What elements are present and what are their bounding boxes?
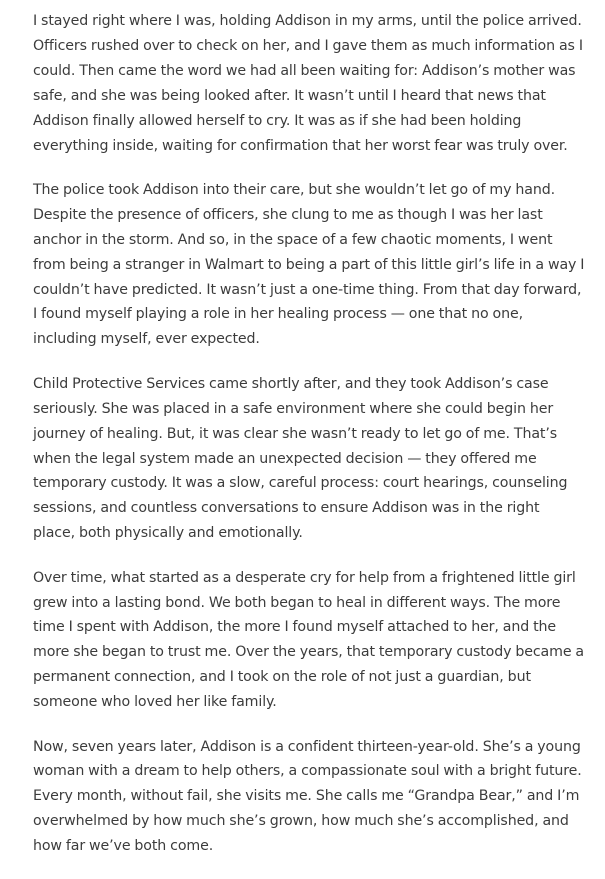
- paragraph-seven-years-later: Now, seven years later, Addison is a confident thirteen-year-old. She’s a young woman with a dream to help others, a compassionate soul with a bright future. Every month, without fail, she visits me. She calls me “Grandpa Bear,” and I’m overwhelmed by how much she’s grown, how much she’s accomplished, and how far we’ve both come.: [33, 738, 582, 855]
- paragraph-child-protective-services: Child Protective Services came shortly after, and they took Addison’s case seriously. She was placed in a safe environment where she could begin her journey of healing. But, it was clear she wasn’t ready to let go of me. That’s when the legal system made an unexpected decision — they offered me temporary custody. It was a slow, careful process: court hearings, counseling sessions, and countless conversations to ensure Addison was in the right place, both physically and emotionally.: [33, 375, 568, 542]
- paragraph-lasting-bond: Over time, what started as a desperate cry for help from a frightened little girl grew into a lasting bond. We both began to heal in different ways. The more time I spent with Addison, the more I found myself attached to her, and the more she began to trust me. Over the years, that temporary custody became a permanent connection, and I took on the role of not just a guardian, but someone who loved her like family.: [33, 569, 584, 711]
- article-body: [33, 9, 585, 879]
- paragraph-police-arrival: I stayed right where I was, holding Addison in my arms, until the police arrived. Officers rushed over to check on her, and I gave them as much information as I could. Then came the word we had all been waiting for: Addison’s mother was safe, and she was being looked after. It wasn’t until I heard that news that Addison finally allowed herself to cry. It was as if she had been holding everything inside, waiting for confirmation that her worst fear was truly over.: [33, 13, 583, 154]
- paragraph-police-care: The police took Addison into their care, but she wouldn’t let go of my hand. Despite the presence of officers, she clung to me as though I was her last anchor in the storm. And so, in the space of a few chaotic moments, I went from being a stranger in Walmart to being a part of this little girl’s life in a way I couldn’t have predicted. It wasn’t just a one-time thing. From that day forward, I found myself playing a role in her healing process — one that no one, including myself, ever expected.: [33, 181, 585, 348]
